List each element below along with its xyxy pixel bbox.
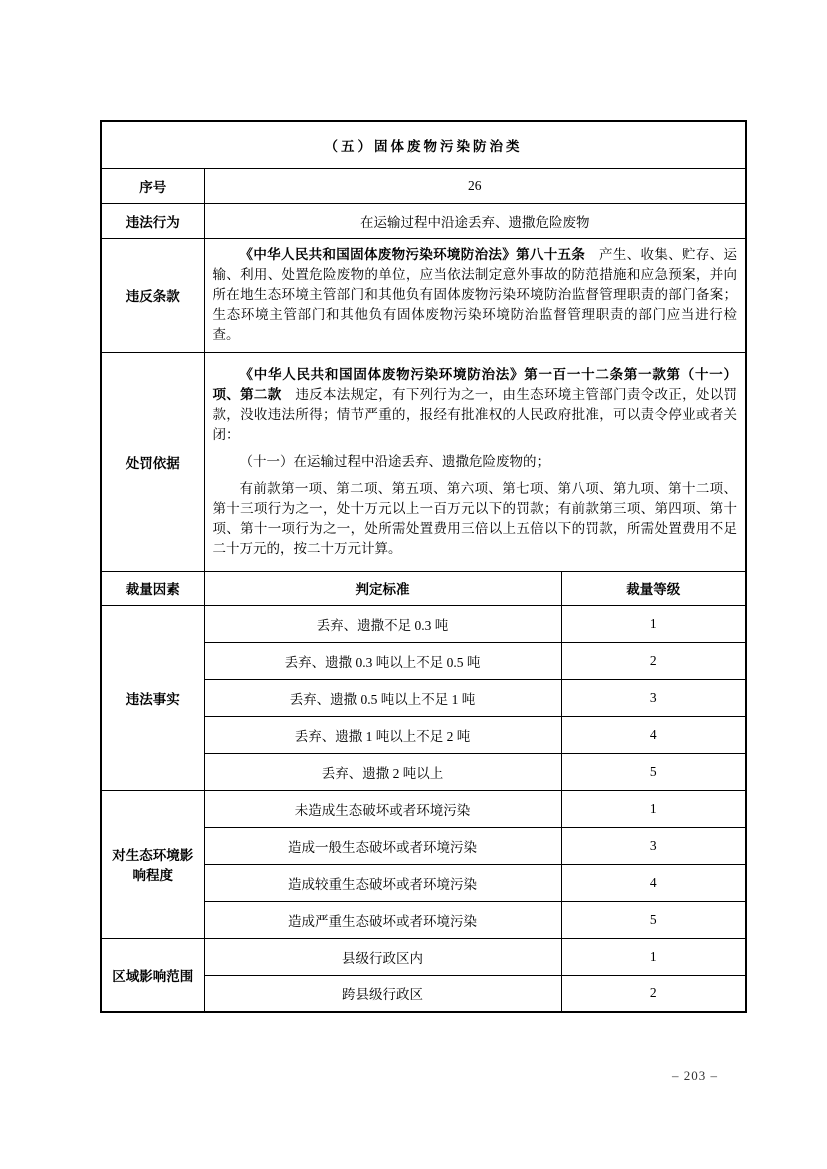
fact-level: 5 [561,753,746,790]
fact-level: 1 [561,605,746,642]
illegal-act-label: 违法行为 [101,203,204,238]
region-section-label: 区域影响范围 [101,938,204,1012]
violated-clause-cell [204,238,746,352]
discretion-header-row [101,571,746,605]
penalty-law-title-bold: 《中华人民共和国固体废物污染环境防治法》第一百一十二条第一款第（十一）项、第二款 [212,366,737,402]
impact-standard: 造成一般生态破坏或者环境污染 [204,827,561,864]
judgment-standard-header: 判定标准 [204,571,561,605]
fact-standard: 丢弃、遗撒 2 吨以上 [204,753,561,790]
penalty-basis-row [101,352,746,571]
table-row [101,938,746,975]
impact-level: 1 [561,790,746,827]
impact-standard: 未造成生态破坏或者环境污染 [204,790,561,827]
illegal-act-row [101,203,746,238]
impact-level: 3 [561,827,746,864]
fact-level: 2 [561,642,746,679]
fact-standard: 丢弃、遗撒 0.3 吨以上不足 0.5 吨 [204,642,561,679]
violated-clause-label: 违反条款 [101,238,204,352]
page-number: – 203 – [672,1068,718,1083]
penalty-basis-label: 处罚依据 [101,352,204,571]
discretion-level-header: 裁量等级 [561,571,746,605]
table-row [101,605,746,642]
serial-row [101,168,746,203]
fact-level: 3 [561,679,746,716]
penalty-paragraph-1-body: 违反本法规定，有下列行为之一，由生态环境主管部门责令改正，处以罚款，没收违法所得；情节严重的，报经有批准权的人民政府批准，可以责令停业或者关闭： [212,386,738,442]
impact-standard: 造成较重生态破坏或者环境污染 [204,864,561,901]
penalty-paragraph-2: （十一）在运输过程中沿途丢弃、遗撒危险废物的； [239,453,550,469]
law-title-bold: 《中华人民共和国固体废物污染环境防治法》第八十五条 [239,247,586,262]
illegal-act-value: 在运输过程中沿途丢弃、遗撒危险废物 [204,203,746,238]
impact-standard: 造成严重生态破坏或者环境污染 [204,901,561,938]
region-level: 2 [561,975,746,1012]
violated-clause-row [101,238,746,352]
serial-value: 26 [204,168,746,203]
discretion-factor-header: 裁量因素 [101,571,204,605]
region-standard: 跨县级行政区 [204,975,561,1012]
region-standard: 县级行政区内 [204,938,561,975]
region-level: 1 [561,938,746,975]
facts-section-label: 违法事实 [101,605,204,790]
penalty-basis-cell [204,352,746,571]
fact-standard: 丢弃、遗撒不足 0.3 吨 [204,605,561,642]
impact-section-label: 对生态环境影响程度 [101,790,204,938]
fact-level: 4 [561,716,746,753]
fact-standard: 丢弃、遗撒 0.5 吨以上不足 1 吨 [204,679,561,716]
penalty-paragraph-3: 有前款第一项、第二项、第五项、第六项、第七项、第八项、第九项、第十二项、第十三项行为之一，处十万元以上一百万元以下的罚款；有前款第三项、第四项、第十项、第十一项行为之一，处所需处置费用三倍以上五倍以下的罚款，所需处置费用不足二十万元的，按二十万元计算。 [212,480,737,556]
serial-label: 序号 [101,168,204,203]
violated-clause-body: 产生、收集、贮存、运输、利用、处置危险废物的单位，应当依法制定意外事故的防范措施和应急预案，并向所在地生态环境主管部门和其他负有固体废物污染环境防治监督管理职责的部门备案；生态环境主管部门和其他负有固体废物污染环境防治监督管理职责的部门应当进行检查。 [212,247,738,342]
impact-level: 5 [561,901,746,938]
title-row [101,121,746,168]
fact-standard: 丢弃、遗撒 1 吨以上不足 2 吨 [204,716,561,753]
table-title: （五）固体废物污染防治类 [101,121,746,168]
violated-clause-paragraph [213,245,738,345]
regulation-table [100,120,747,1013]
table-row [101,790,746,827]
penalty-paragraph-1 [213,365,738,445]
impact-level: 4 [561,864,746,901]
